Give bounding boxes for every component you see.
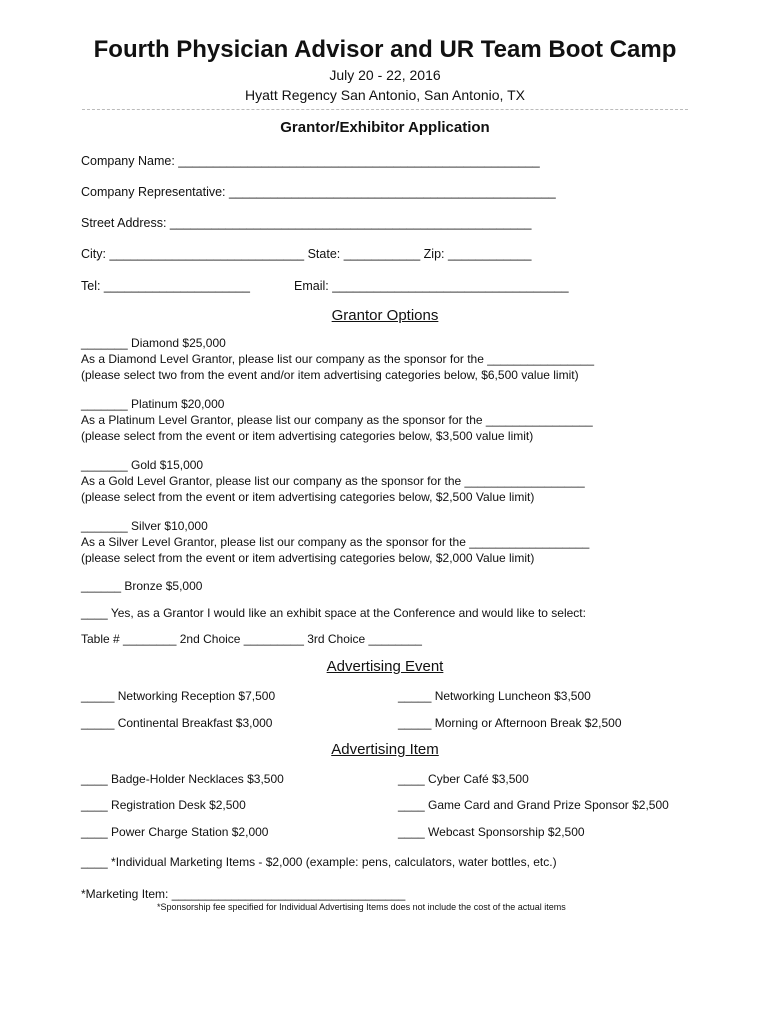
item-option-game-card[interactable]: ____ Game Card and Grand Prize Sponsor $2,500: [398, 798, 669, 812]
diamond-note: (please select two from the event and/or item advertising categories below, $6,500 value limit): [81, 368, 579, 382]
individual-marketing-option[interactable]: ____ *Individual Marketing Items - $2,000 (example: pens, calculators, water bottles, etc.): [81, 855, 557, 869]
silver-note: (please select from the event or item advertising categories below, $2,000 Value limit): [81, 551, 535, 565]
event-option-networking-luncheon[interactable]: _____ Networking Luncheon $3,500: [398, 689, 591, 703]
diamond-option[interactable]: _______ Diamond $25,000: [81, 336, 226, 350]
street-address-field[interactable]: Street Address: ____________________________________________________: [81, 216, 532, 230]
exhibit-space-option[interactable]: ____ Yes, as a Grantor I would like an exhibit space at the Conference and would like to select:: [81, 606, 586, 620]
table-choice-field[interactable]: Table # ________ 2nd Choice _________ 3rd Choice ________: [81, 632, 422, 646]
footnote: *Sponsorship fee specified for Individual Advertising Items does not include the cost of the actual items: [157, 902, 566, 912]
platinum-option[interactable]: _______ Platinum $20,000: [81, 397, 225, 411]
item-option-cyber-cafe[interactable]: ____ Cyber Café $3,500: [398, 772, 529, 786]
platinum-description: As a Platinum Level Grantor, please list our company as the sponsor for the ________________: [81, 413, 593, 427]
advertising-event-heading: Advertising Event: [326, 658, 444, 675]
silver-description: As a Silver Level Grantor, please list our company as the sponsor for the __________________: [81, 535, 590, 549]
marketing-item-field[interactable]: *Marketing Item: ___________________________________: [81, 887, 406, 901]
event-option-networking-reception[interactable]: _____ Networking Reception $7,500: [81, 689, 276, 703]
event-dates: July 20 - 22, 2016: [329, 67, 441, 83]
gold-note: (please select from the event or item advertising categories below, $2,500 Value limit): [81, 490, 535, 504]
event-venue: Hyatt Regency San Antonio, San Antonio, TX: [245, 87, 525, 103]
gold-description: As a Gold Level Grantor, please list our company as the sponsor for the __________________: [81, 474, 585, 488]
platinum-note: (please select from the event or item advertising categories below, $3,500 value limit): [81, 429, 534, 443]
divider: [82, 109, 688, 110]
form-title: Grantor/Exhibitor Application: [280, 119, 490, 136]
tel-field[interactable]: Tel: _____________________: [81, 279, 250, 293]
diamond-description: As a Diamond Level Grantor, please list our company as the sponsor for the ________________: [81, 352, 594, 366]
item-option-badge-holder[interactable]: ____ Badge-Holder Necklaces $3,500: [81, 772, 284, 786]
advertising-item-heading: Advertising Item: [331, 741, 439, 758]
city-state-zip-field[interactable]: City: ____________________________ State: ___________ Zip: ____________: [81, 247, 532, 261]
page-title: Fourth Physician Advisor and UR Team Boot Camp: [93, 36, 677, 63]
event-option-break[interactable]: _____ Morning or Afternoon Break $2,500: [398, 716, 622, 730]
item-option-power-charge[interactable]: ____ Power Charge Station $2,000: [81, 825, 269, 839]
bronze-option[interactable]: ______ Bronze $5,000: [81, 579, 203, 593]
silver-option[interactable]: _______ Silver $10,000: [81, 519, 208, 533]
item-option-registration-desk[interactable]: ____ Registration Desk $2,500: [81, 798, 246, 812]
grantor-options-heading: Grantor Options: [331, 307, 439, 324]
company-representative-field[interactable]: Company Representative: _______________________________________________: [81, 185, 556, 199]
company-name-field[interactable]: Company Name: ____________________________________________________: [81, 154, 540, 168]
gold-option[interactable]: _______ Gold $15,000: [81, 458, 204, 472]
event-option-continental-breakfast[interactable]: _____ Continental Breakfast $3,000: [81, 716, 273, 730]
item-option-webcast[interactable]: ____ Webcast Sponsorship $2,500: [398, 825, 585, 839]
email-field[interactable]: Email: __________________________________: [294, 279, 569, 293]
